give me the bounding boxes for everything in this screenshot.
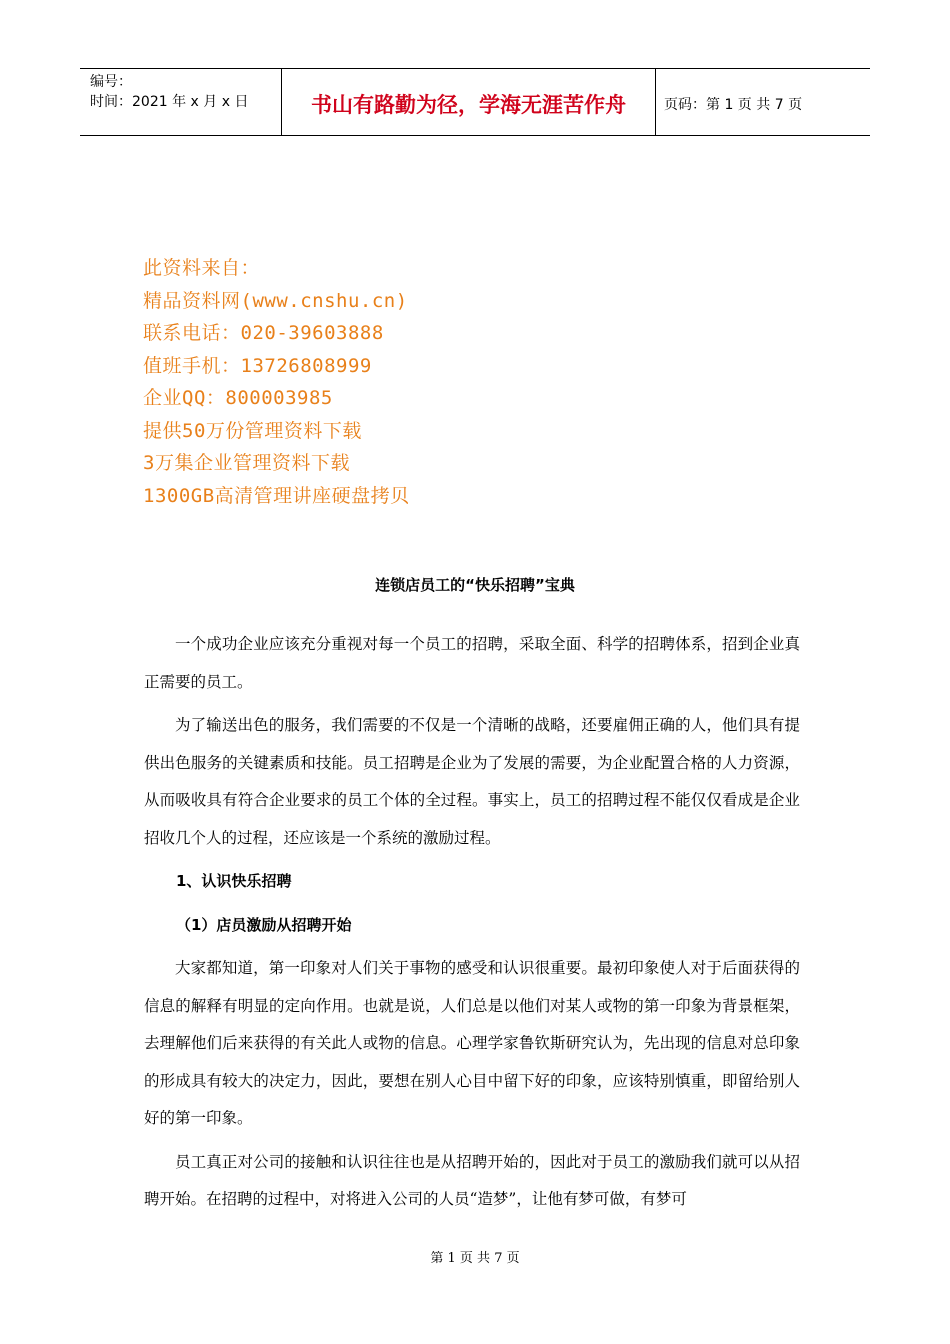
page-footer: 第 1 页 共 7 页 [430,1251,520,1266]
source-line-phone: 联系电话：020-39603888 [143,322,384,344]
number-label: 编号： [90,74,132,90]
source-line-qq: 企业QQ：800003985 [143,387,333,409]
time-label: 时间：2021 年 x 月 x 日 [90,94,249,110]
paragraph-1: 一个成功企业应该充分重视对每一个员工的招聘，采取全面、科学的招聘体系，招到企业真正需要的员工。 [144,635,800,691]
document-title: 连锁店员工的“快乐招聘”宝典 [375,576,575,594]
source-line-offer-3: 1300GB高清管理讲座硬盘拷贝 [143,484,410,507]
paragraph-3: 大家都知道，第一印象对人们关于事物的感受和认识很重要。最初印象使人对于后面获得的信息的解释有明显的定向作用。也就是说，人们总是以他们对某人或物的第一印象为背景框架，去理解他们后来获得的有关此人或物的信息。心理学家鲁钦斯研究认为，先出现的信息对总印象的形成具有较大的决定力，因此，要想在别人心目中留下好的印象，应该特别慎重，即留给别人好的第一印象。 [144,959,800,1127]
source-info-block [143,252,410,512]
paragraph-4: 员工真正对公司的接触和认识往往也是从招聘开始的，因此对于员工的激励我们就可以从招聘开始。在招聘的过程中，对将进入公司的人员“造梦”，让他有梦可做，有梦可 [144,1152,800,1208]
source-line-intro: 此资料来自： [143,257,261,279]
header-page-number: 页码：第 1 页 共 7 页 [664,97,803,113]
source-line-offer-1: 提供50万份管理资料下载 [143,419,362,442]
document-body [144,626,800,1225]
source-line-mobile: 值班手机：13726808999 [143,354,372,377]
source-line-website: 精品资料网(www.cnshu.cn) [143,289,408,312]
section-heading-1: 1、认识快乐招聘 [176,872,292,890]
header-motto: 书山有路勤为径，学海无涯苦作舟 [282,69,656,135]
source-line-offer-2: 3万集企业管理资料下载 [143,452,350,474]
paragraph-2: 为了输送出色的服务，我们需要的不仅是一个清晰的战略，还要雇佣正确的人，他们具有提供出色服务的关键素质和技能。员工招聘是企业为了发展的需要，为企业配置合格的人力资源，从而吸收具有符合企业要求的员工个体的全过程。事实上，员工的招聘过程不能仅仅看成是企业招收几个人的过程，还应该是一个系统的激励过程。 [144,716,800,847]
page-header [80,68,870,136]
header-meta [80,69,282,135]
subsection-heading-1: （1）店员激励从招聘开始 [176,915,352,934]
